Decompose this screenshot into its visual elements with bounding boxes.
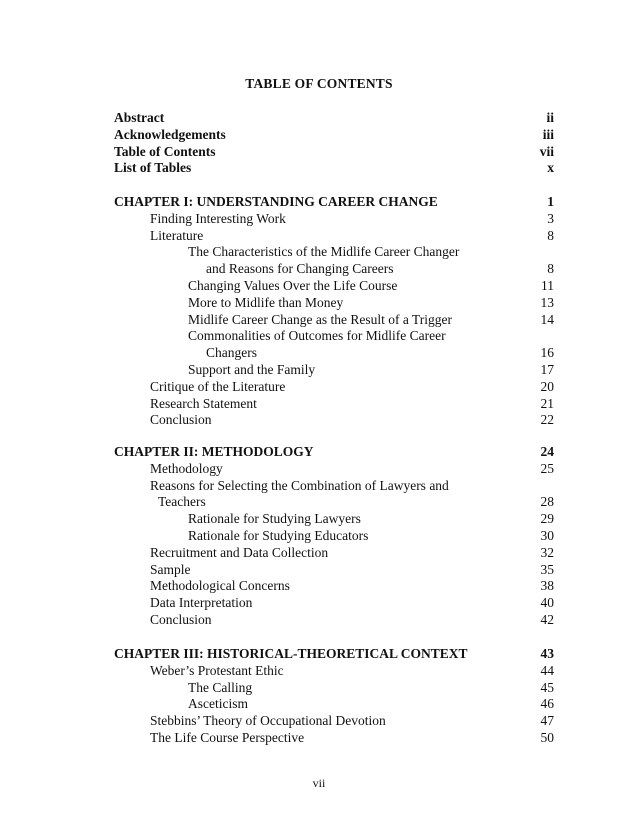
toc-entry-page: 44 xyxy=(540,662,554,678)
toc-entry-label: Research Statement xyxy=(150,395,257,411)
toc-entry[interactable] xyxy=(114,528,554,545)
toc-entry-label: Changers xyxy=(206,345,257,361)
toc-entry[interactable] xyxy=(114,379,554,396)
toc-entry-label: Methodological Concerns xyxy=(150,578,290,594)
toc-entry-label: Table of Contents xyxy=(114,143,216,159)
toc-entry[interactable] xyxy=(114,478,554,495)
toc-entry[interactable] xyxy=(114,396,554,413)
toc-entry-label: Midlife Career Change as the Result of a Trigger xyxy=(188,311,452,327)
toc-entry-page: 35 xyxy=(540,561,554,577)
toc-entry-page: 47 xyxy=(540,713,554,729)
toc-entry-page: 32 xyxy=(540,544,554,560)
toc-entry-label: Conclusion xyxy=(150,611,212,627)
toc-entry[interactable] xyxy=(114,545,554,562)
toc-entry-page: 38 xyxy=(540,578,554,594)
toc-entry-page: 25 xyxy=(540,460,554,476)
toc-entry-page: x xyxy=(547,160,554,176)
toc-entry[interactable] xyxy=(114,562,554,579)
toc-entry-page: ii xyxy=(546,110,554,125)
toc-entry-page: 3 xyxy=(547,210,554,226)
toc-entry-page: 29 xyxy=(540,511,554,527)
toc-entry-label: Support and the Family xyxy=(188,361,316,377)
toc-entry-page: 17 xyxy=(540,361,554,377)
toc-entry[interactable] xyxy=(114,730,554,747)
toc-entry-page: 50 xyxy=(540,729,554,745)
toc-entry[interactable] xyxy=(114,713,554,730)
toc-entry-label: Asceticism xyxy=(188,696,248,712)
chapter-2-section xyxy=(114,444,554,629)
chapter-heading-page: 1 xyxy=(547,194,554,209)
toc-entry[interactable] xyxy=(114,261,554,278)
toc-entry-label: The Calling xyxy=(188,679,253,695)
toc-entry[interactable] xyxy=(114,461,554,478)
toc-entry-label: Commonalities of Outcomes for Midlife Career xyxy=(188,328,446,344)
toc-entry-label: Stebbins’ Theory of Occupational Devotion xyxy=(150,713,386,729)
chapter-3-heading[interactable] xyxy=(114,646,554,663)
toc-entry[interactable] xyxy=(114,595,554,612)
toc-entry-list-of-tables[interactable] xyxy=(114,160,554,177)
toc-entry-label: More to Midlife than Money xyxy=(188,294,344,310)
toc-entry[interactable] xyxy=(114,312,554,329)
page-number: vii xyxy=(312,776,326,790)
front-matter-list xyxy=(114,110,554,177)
toc-entry[interactable] xyxy=(114,295,554,312)
toc-entry-page: 13 xyxy=(540,294,554,310)
toc-entry-page: iii xyxy=(542,126,554,142)
toc-entry-label: Sample xyxy=(150,561,191,577)
toc-entry-label: The Characteristics of the Midlife Career Changer xyxy=(188,244,460,260)
toc-entry-page: 11 xyxy=(541,277,554,293)
toc-entry[interactable] xyxy=(114,696,554,713)
toc-entry-abstract[interactable] xyxy=(114,110,554,127)
toc-entry-page: 42 xyxy=(540,611,554,627)
toc-entry-table-of-contents[interactable] xyxy=(114,144,554,161)
toc-entry-page: 22 xyxy=(540,412,554,428)
toc-entry[interactable] xyxy=(114,211,554,228)
toc-entry-label: Changing Values Over the Life Course xyxy=(188,277,398,293)
toc-entry-page: vii xyxy=(539,143,554,159)
toc-entry-label: List of Tables xyxy=(114,160,192,176)
toc-entry[interactable] xyxy=(114,328,554,345)
toc-entry-page: 46 xyxy=(540,696,554,712)
chapter-2-heading[interactable] xyxy=(114,444,554,461)
toc-entry-label: Acknowledgements xyxy=(114,126,226,142)
page-title: TABLE OF CONTENTS xyxy=(245,76,393,91)
toc-entry[interactable] xyxy=(114,578,554,595)
toc-entry[interactable] xyxy=(114,612,554,629)
chapter-1-heading[interactable] xyxy=(114,194,554,211)
toc-entry[interactable] xyxy=(114,663,554,680)
toc-entry-label: Abstract xyxy=(114,110,165,125)
toc-entry-label: Reasons for Selecting the Combination of Lawyers and xyxy=(150,477,449,493)
toc-entry-page: 20 xyxy=(540,378,554,394)
toc-entry-label: Conclusion xyxy=(150,412,212,428)
toc-entry[interactable] xyxy=(114,228,554,245)
toc-entry-page: 8 xyxy=(547,261,554,277)
toc-entry-label: Weber’s Protestant Ethic xyxy=(150,662,284,678)
toc-entry-label: Teachers xyxy=(158,494,206,510)
toc-entry-label: Finding Interesting Work xyxy=(150,210,286,226)
toc-entry-label: Critique of the Literature xyxy=(150,378,286,394)
toc-entry-label: Recruitment and Data Collection xyxy=(150,544,329,560)
toc-entry[interactable] xyxy=(114,278,554,295)
toc-entry[interactable] xyxy=(114,494,554,511)
chapter-1-section xyxy=(114,194,554,429)
toc-entry-acknowledgements[interactable] xyxy=(114,127,554,144)
toc-entry-label: and Reasons for Changing Careers xyxy=(206,261,394,277)
toc-entry-page: 8 xyxy=(547,227,554,243)
toc-entry[interactable] xyxy=(114,412,554,429)
toc-entry-label: Data Interpretation xyxy=(150,595,253,611)
chapter-heading-page: 43 xyxy=(540,646,554,661)
chapter-heading-page: 24 xyxy=(540,444,554,459)
toc-entry-page: 14 xyxy=(540,311,554,327)
toc-entry-page: 28 xyxy=(540,494,554,510)
chapter-3-section xyxy=(114,646,554,747)
toc-entry-page: 45 xyxy=(540,679,554,695)
toc-entry-page: 30 xyxy=(540,527,554,543)
chapter-heading-label: CHAPTER III: HISTORICAL-THEORETICAL CONTEXT xyxy=(114,646,468,661)
toc-entry-page: 21 xyxy=(540,395,554,411)
toc-entry-label: The Life Course Perspective xyxy=(150,729,305,745)
chapter-heading-label: CHAPTER II: METHODOLOGY xyxy=(114,444,314,459)
toc-entry-label: Literature xyxy=(150,227,204,243)
toc-entry-page: 16 xyxy=(540,345,554,361)
toc-entry-label: Methodology xyxy=(150,460,223,476)
toc-entry[interactable] xyxy=(114,362,554,379)
toc-entry-page: 40 xyxy=(540,595,554,611)
toc-entry-label: Rationale for Studying Educators xyxy=(188,527,369,543)
toc-entry[interactable] xyxy=(114,511,554,528)
toc-entry[interactable] xyxy=(114,680,554,697)
toc-entry[interactable] xyxy=(114,244,554,261)
toc-entry[interactable] xyxy=(114,345,554,362)
chapter-heading-label: CHAPTER I: UNDERSTANDING CAREER CHANGE xyxy=(114,194,438,209)
toc-entry-label: Rationale for Studying Lawyers xyxy=(188,511,361,527)
